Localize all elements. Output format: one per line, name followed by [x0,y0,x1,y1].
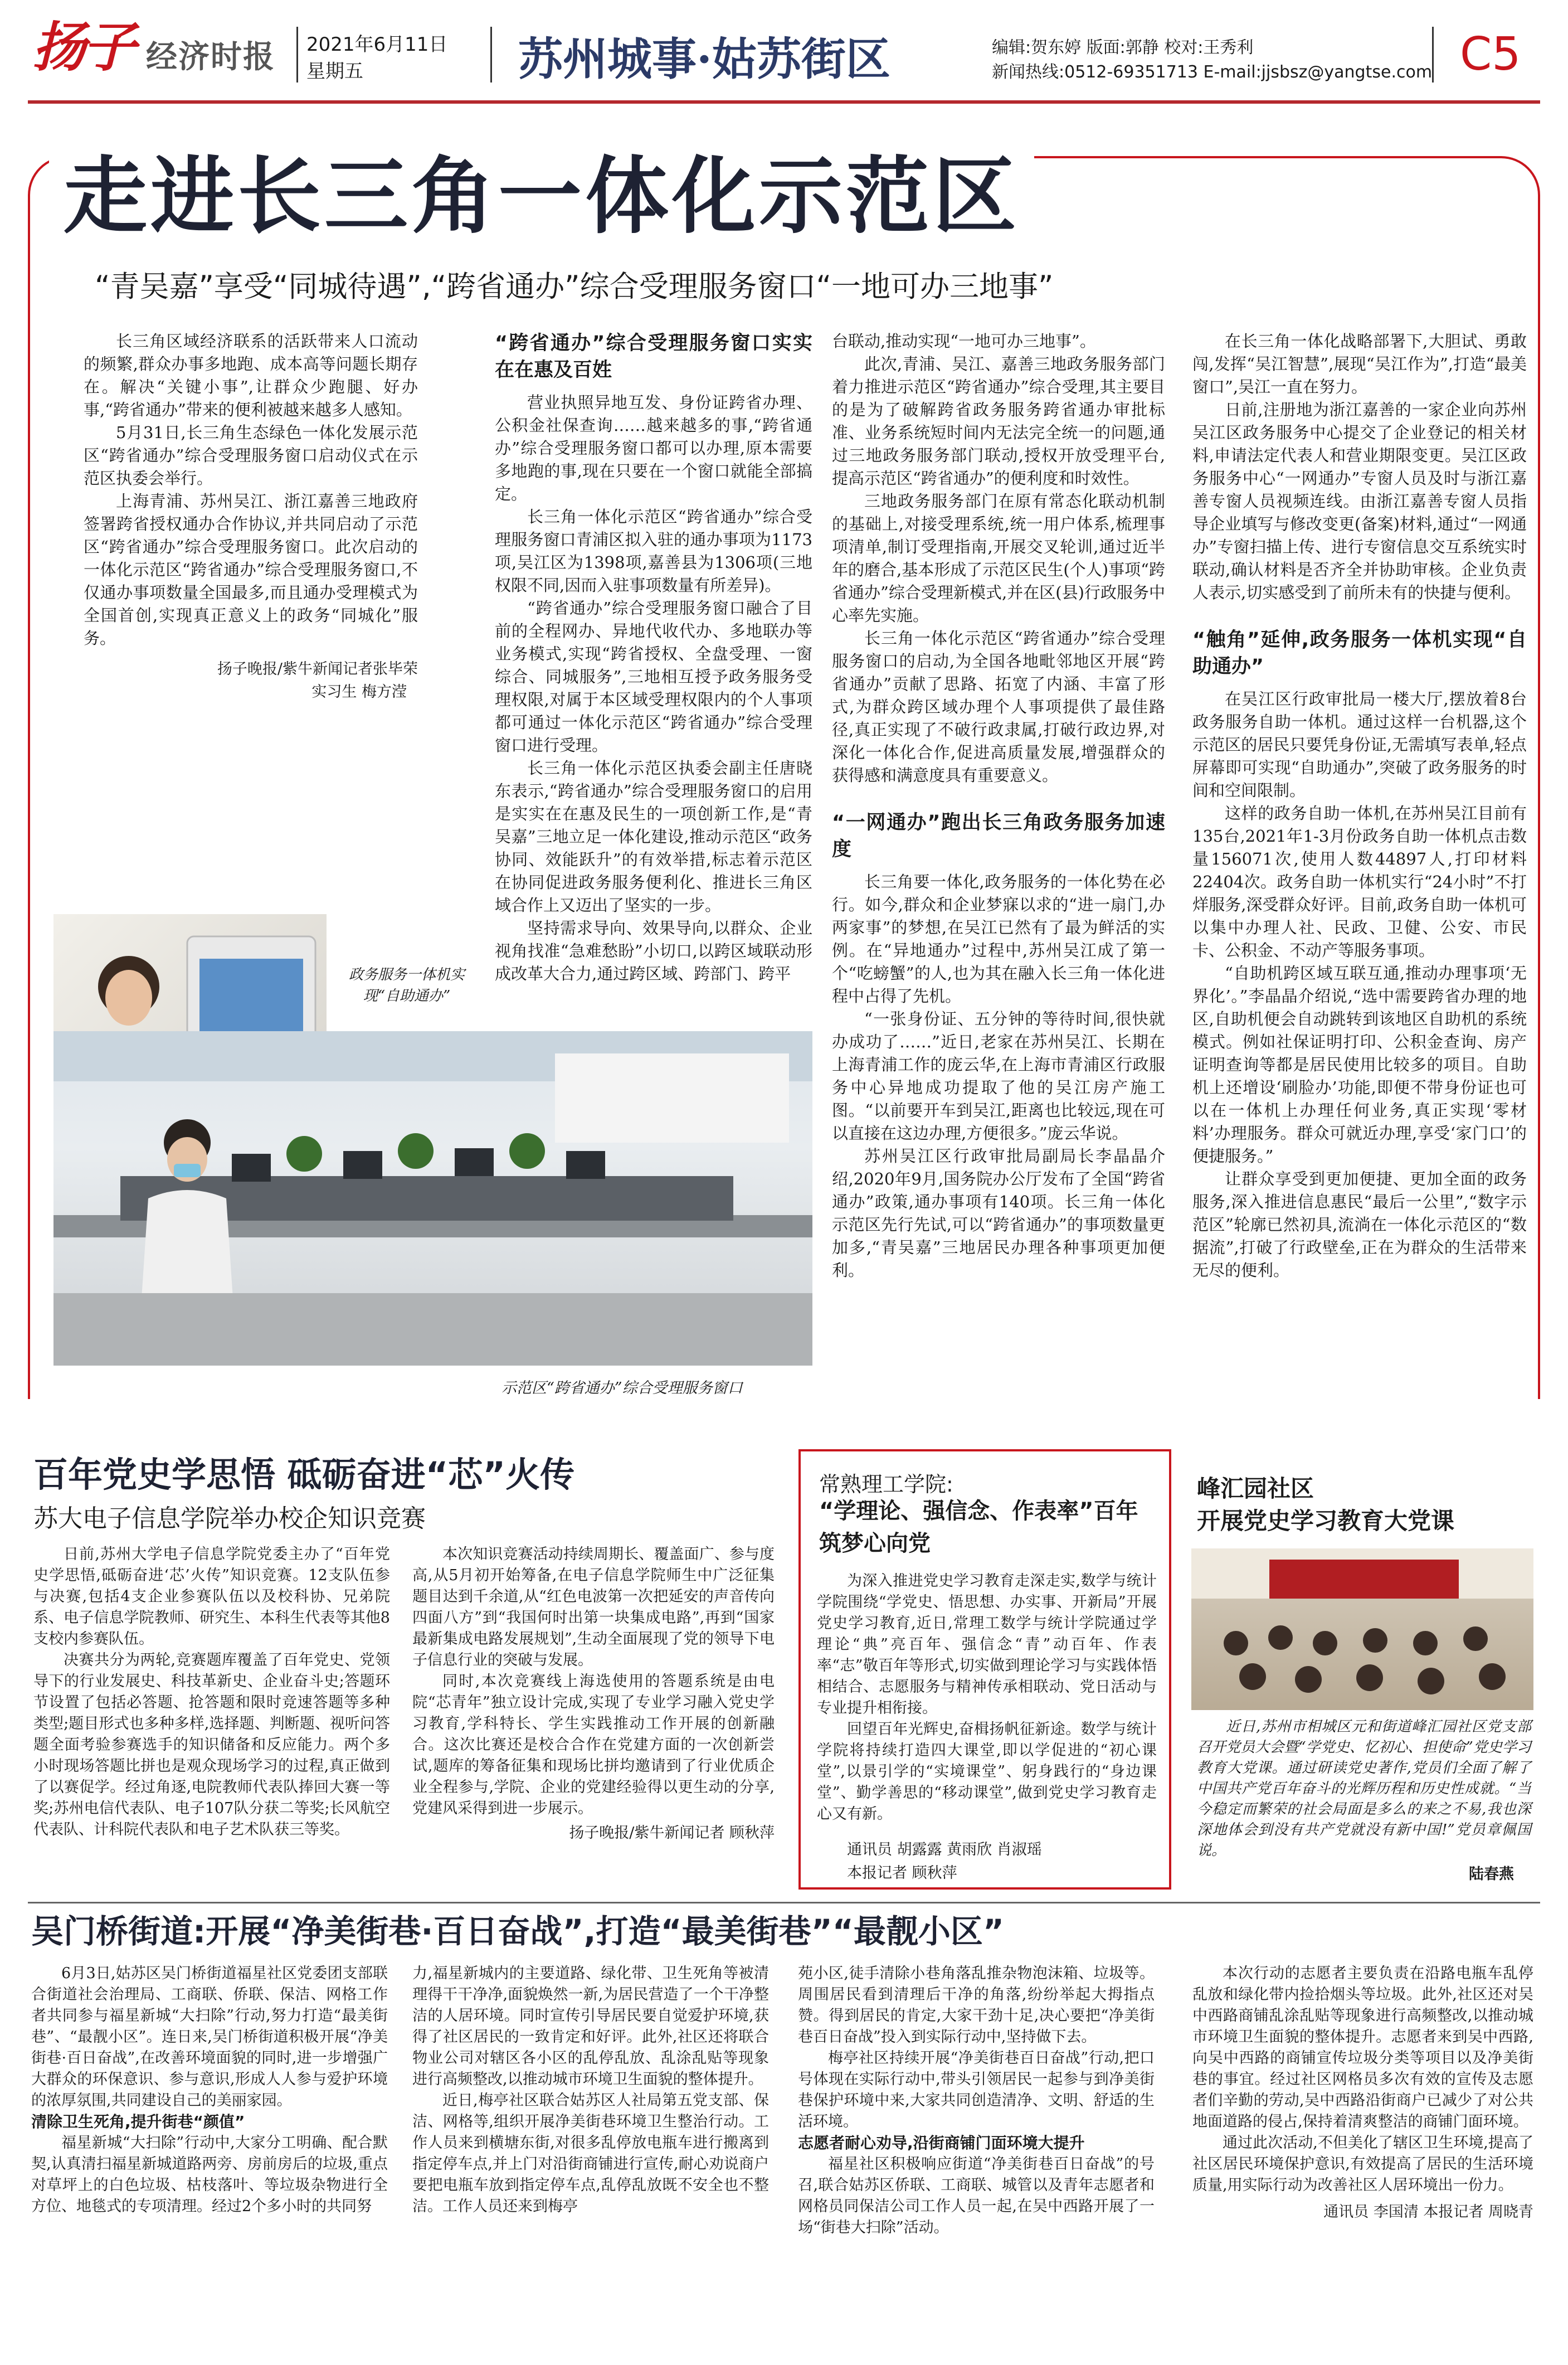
masthead-divider-1 [296,27,298,82]
paragraph: 台联动,推动实现“一地可办三地事”。 [832,332,1096,351]
paragraph: 此次,青浦、吴江、嘉善三地政务服务部门着力推进示范区“跨省通办”综合受理,其主要目的是为了破解跨省政务服务跨省通办审批标准、业务系统短时间内无法完全统一的问题,通过三地政务服务部门联动,授权开放受理平台,提高示范区“跨省通办”的便利度和时效性。 [832,354,1165,488]
paragraph: 在长三角一体化战略部署下,大胆试、勇敢闯,发挥“吴江智慧”,展现“吴江作为”,打造“最美窗口”,吴江一直在努力。 [1192,332,1527,396]
story2-byline: 扬子晚报/紫牛新闻记者 顾秋萍 [569,1824,775,1842]
story5-column-2 [412,1963,769,2365]
story5-subhead-1: 清除卫生死角,提升街巷“颜值” [31,2113,245,2131]
story5-column-3 [798,1963,1155,2365]
story4-headline: 峰汇园社区 [1197,1475,1314,1502]
paragraph: 坚持需求导向、效果导向,以群众、企业视角找准“急难愁盼”小切口,以跨区域联动形成改革大合力,通过跨区域、跨部门、跨平 [495,919,812,983]
paragraph: 通过此次活动,不但美化了辖区卫生环境,提高了社区居民环境保护意识,有效提高了居民的生活环境质量,用实际行动为改善社区人居环境出一份力。 [1192,2134,1533,2194]
paragraph: 上海青浦、苏州吴江、浙江嘉善三地政府签署跨省授权通办合作协议,并共同启动了示范区“跨省通办”综合受理服务窗口。此次启动的一体化示范区“跨省通办”综合受理服务窗口,不仅通办事项数量全国最多,而且通办受理模式为全国首创,实现真正意义上的政务“同城化”服务。 [84,492,418,648]
news-hotline: 新闻热线:0512-69351713 E-mail:jjsbsz@yangtse.com [992,62,1433,82]
service-hall-photo [53,1031,812,1366]
paragraph: “一张身份证、五分钟的等待时间,很快就办成功了……”近日,老家在苏州吴江、长期在上海青浦工作的庞云华,在上海市青浦区行政服务中心异地成功提取了他的吴江房产施工图。“以前要开车到吴江,距离也比较远,现在可以直接在这边办理,方便很多。”庞云华说。 [832,1009,1165,1143]
section-title: 苏州城事·姑苏街区 [518,33,890,85]
story4-headline-2: 开展党史学习教育大党课 [1197,1507,1455,1534]
masthead-rule [28,100,1540,104]
paragraph: 同时,本次竞赛线上海选使用的答题系统是由电院“芯青年”独立设计完成,实现了专业学习融入党史学习教育,学科特长、学生实践推动工作开展的创新融合。这次比赛还是校合合作在党建方面的一次创新尝试,题库的筹备征集和现场比拼均邀请到了行业优质企业全程参与,学院、企业的党建经验得以更生动的分享,党建风采得到进一步展示。 [412,1673,775,1817]
weekday: 星期五 [306,60,363,82]
paragraph: 日前,注册地为浙江嘉善的一家企业向苏州吴江区政务服务中心提交了企业登记的相关材料,申请法定代表人和营业期限变更。吴江区政务服务中心“一网通办”专窗人员及时与浙江嘉善专窗人员视频连线。由浙江嘉善专窗人员指导企业填写与修改变更(备案)材料,通过“一网通办”专窗扫描上传、进行专窗信息交互系统实时联动,确认材料是否齐全并协助审核。企业负责人表示,切实感受到了前所未有的快捷与便利。 [1192,400,1527,602]
paragraph: 本次行动的志愿者主要负责在沿路电瓶车乱停乱放和绿化带内捡拾烟头等垃圾。此外,社区还对吴中西路商铺乱涂乱贴等现象进行高频整改,以推动城市环境卫生面貌的整体提升。志愿者来到吴中西路,向吴中西路的商铺宣传垃圾分类等项目以及净美街巷的事宜。经过社区网格员多次有效的宣传及志愿者们辛勤的劳动,吴中西路沿街商户已减少了对公共地面道路的侵占,保持着清爽整洁的商铺门面环境。 [1192,1965,1533,2130]
paragraph: 这样的政务自助一体机,在苏州吴江目前有135台,2021年1-3月份政务自助一体机点击数量156071次,使用人数44897人,打印材料22404次。政务自助一体机实行“24小时”不打烊服务,深受群众好评。目前,政务自助一体机可以集中办理人社、民政、卫健、公安、市民卡、公积金、不动产等服务事项。 [1192,804,1527,960]
lead-subhead-3: “触角”延伸,政务服务一体机实现“自助通办” [1192,629,1527,678]
story5-byline: 通讯员 李国清 本报记者 周晓青 [1323,2203,1533,2221]
party-lecture-illustration [1191,1548,1533,1710]
paragraph: 苑小区,徒手清除小巷角落乱推杂物泡沫箱、垃圾等。周围居民看到清理后干净的角落,纷纷举起大拇指点赞。得到居民的肯定,大家干劲十足,决心要把“净美街巷百日奋战”投入到实际行动中,坚持做下去。 [798,1965,1155,2046]
story4-caption: 近日,苏州市相城区元和街道峰汇园社区党支部召开党员大会暨“学党史、忆初心、担使命”党史学习教育大党课。通过研读党史著作,党员们全面了解了中国共产党百年奋斗的光辉历程和历史性成就。“当今稳定而繁荣的社会局面是多么的来之不易,我也深深地体会到没有共产党就没有新中国!”党员章佩国说。 [1197,1718,1531,1859]
paragraph: “跨省通办”综合受理服务窗口融合了目前的全程网办、异地代收代办、多地联办等业务模式,实现“跨省授权、全盘受理、一窗综合、同城服务”,三地相互授予政务服务受理权限,对属于本区域受理权限内的个人事项都可通过一体化示范区“跨省通办”综合受理窗口进行受理。 [495,599,812,755]
story2-column-2 [412,1544,775,1884]
masthead-divider-2 [490,27,492,82]
issue-date: 2021年6月11日 [306,33,448,56]
paragraph: 为深入推进党史学习教育走深走实,数学与统计学院围绕“学党史、悟思想、办实事、开新局”开展党史学习教育,近日,常理工数学与统计学院通过学理论“典”亮百年、强信念“青”动百年、作表率“志”敬百年等形式,切实做到理论学习与实践体悟相结合、志愿服务与精神传承相联动、党日活动与专业提升相衔接。 [817,1572,1157,1717]
paragraph: 日前,苏州大学电子信息学院党委主办了“百年党史学思悟,砥砺奋进‘芯’火传”知识竞赛。12支队伍参与决赛,包括4支企业参赛队伍以及校科协、兄弟院系、电子信息学院教师、研究生、本科生代表等其他8支校内参赛队伍。 [33,1546,390,1648]
paragraph: 梅亭社区持续开展“净美街巷百日奋战”行动,把口号体现在实际行动中,带头引领居民一起参与到净美街巷保护环境中来,大家共同创造清净、文明、舒适的生活环境。 [798,2050,1155,2130]
kiosk-caption: 政务服务一体机实现“自助通办” [348,967,465,1004]
paragraph: 决赛共分为两轮,竞赛题库覆盖了百年党史、党领导下的行业发展史、科技革新史、企业奋斗史;答题环节设置了包括必答题、抢答题和限时竞速答题等多种类型;题目形式也多种多样,选择题、判断题、视听问答题全面考验参赛选手的知识储备和反应能力。两个多小时现场答题比拼也是观众现场学习的过程,真正做到了以赛促学。经过角逐,电院教师代表队捧回大赛一等奖;苏州电信代表队、电子107队分获二等奖;长风航空代表队、计科院代表队和电子艺术队获三等奖。 [33,1652,390,1838]
paragraph: 长三角一体化示范区“跨省通办”综合受理服务窗口青浦区拟入驻的通办事项为1173项,吴江区为1398项,嘉善县为1306项(三地权限不同,因而入驻事项数量有所差异)。 [495,507,812,595]
paragraph: 长三角区域经济联系的活跃带来人口流动的频繁,群众办事多地跑、成本高等问题长期存在。解决“关键小事”,让群众少跑腿、好办事,“跨省通办”带来的便利被越来越多人感知。 [84,332,418,419]
lead-column-1 [84,330,418,820]
lead-column-3 [832,330,1165,1422]
page-number: C5 [1460,28,1521,81]
paragraph: 本次知识竞赛活动持续周期长、覆盖面广、参与度高,从5月初开始筹备,在电子信息学院师生中广泛征集题目达到千余道,从“红色电波第一次把延安的声音传向四面八方”到“我国何时出第一块集成电路”,再到“国家最新集成电路发展规划”,生动全面展现了党的领导下电子信息行业的突破与发展。 [412,1546,775,1669]
story3-headline: “学理论、强信念、作表率”百年筑梦心向党 [819,1498,1138,1556]
lead-subheadline: “青吴嘉”享受“同城待遇”,“跨省通办”综合受理服务窗口“一地可办三地事” [95,270,1054,304]
paragraph: 苏州吴江区行政审批局副局长李晶晶介绍,2020年9月,国务院办公厅发布了全国“跨省通办”政策,通办事项有140项。长三角一体化示范区先行先试,可以“跨省通办”的事项数量更加多,“青吴嘉”三地居民办理各种事项更加便利。 [832,1147,1165,1280]
paragraph: 力,福星新城内的主要道路、绿化带、卫生死角等被清理得干干净净,面貌焕然一新,为居民营造了一个干净整洁的人居环境。同时宣传引导居民要自觉爱护环境,获得了社区居民的一致肯定和好评。此外,社区还将联合物业公司对辖区各小区的乱停乱放、乱涂乱贴等现象进行高频整改,以推动城市环境卫生面貌的整体提升。 [412,1965,769,2088]
paragraph: 长三角一体化示范区执委会副主任唐晓东表示,“跨省通办”综合受理服务窗口的启用是实实在在惠及民生的一项创新工作,是“青吴嘉”三地立足一体化建设,推动示范区“政务协同、效能跃升”的有效举措,标志着示范区在协同促进政务服务便利化、推进长三角区域合作上又迈出了坚实的一步。 [495,759,812,915]
story3-byline-1: 通讯员 胡露露 黄雨欣 肖淑瑶 [847,1841,1042,1858]
paragraph: 5月31日,长三角生态绿色一体化发展示范区“跨省通办”综合受理服务窗口启动仪式在示范区执委会举行。 [84,423,418,488]
story5-column-1 [31,1963,388,2365]
story5-column-4 [1192,1963,1533,2365]
story5-rule [28,1902,1540,1903]
lead-subhead-2: “一网通办”跑出长三角政务服务加速度 [832,812,1165,861]
logo: 扬子 [32,16,133,79]
editors-credit: 编辑:贺东婷 版面:郭静 校对:王秀利 [992,38,1254,57]
party-lecture-photo [1191,1548,1533,1710]
paragraph: “自助机跨区域互联互通,推动办理事项‘无界化’。”李晶晶介绍说,“选中需要跨省办理的地区,自助机便会自动跳转到该地区自助机的系统模式。例如社保证明打印、公积金查询、房产证明查询等都是居民使用比较多的项目。自助机上还增设‘刷脸办’功能,即便不带身份证也可以在一体机上办理任何业务,真正实现‘零材料’办理服务。群众可就近办理,享受‘家门口’的便捷服务。” [1192,964,1527,1165]
lead-subhead-1: “跨省通办”综合受理服务窗口实实在在惠及百姓 [495,332,812,381]
masthead-divider-3 [1432,27,1434,82]
paragraph: 福星新城“大扫除”行动中,大家分工明确、配合默契,认真清扫福星新城道路两旁、房前房后的垃圾,重点对草坪上的白色垃圾、枯枝落叶、等垃圾杂物进行全方位、地毯式的专项清理。经过2个多小时的共同努 [31,2134,388,2215]
lead-headline: 走进长三角一体化示范区 [49,144,1034,250]
story2-column-1 [33,1544,390,1867]
masthead [0,0,1568,109]
service-hall-caption: 示范区“跨省通办”综合受理服务窗口 [501,1380,743,1397]
story4-byline: 陆春燕 [1469,1866,1514,1883]
story2-subheadline: 苏大电子信息学院举办校企知识竞赛 [33,1504,426,1533]
service-hall-illustration [53,1031,812,1366]
lead-intern-byline: 实习生 梅方滢 [311,683,407,701]
paragraph: 回望百年光辉史,奋楫扬帆征新途。数学与统计学院将持续打造四大课堂,即以学促进的“初心课堂”,以景引学的“实境课堂”、躬身践行的“身边课堂”、勤学善思的“移动课堂”,做到党史学习教育走心又有新。 [817,1721,1157,1823]
story3-kicker: 常熟理工学院: [819,1472,953,1497]
paper-name: 经济时报 [146,39,275,75]
paragraph: 营业执照异地互发、身份证跨省办理、公积金社保查询……越来越多的事,“跨省通办”综合受理服务窗口都可以办理,原本需要多地跑的事,现在只要在一个窗口就能全部搞定。 [495,393,812,503]
paragraph: 近日,梅亭社区联合姑苏区人社局第五党支部、保洁、网格等,组织开展净美街巷环境卫生整治行动。工作人员来到横塘东街,对很多乱停放电瓶车进行搬离到指定停车点,并上门对沿街商铺进行宣传,耐心劝说商户要把电瓶车放到指定停车点,乱停乱放既不安全也不整洁。工作人员还来到梅亭 [412,2092,769,2215]
story3-byline-2: 本报记者 顾秋萍 [847,1864,957,1882]
paragraph: 长三角要一体化,政务服务的一体化势在必行。如今,群众和企业梦寐以求的“进一扇门,办两家事”的梦想,在吴江已然有了最为鲜活的实例。在“异地通办”过程中,苏州吴江成了第一个“吃螃蟹”的人,也为其在融入长三角一体化进程中占得了先机。 [832,872,1165,1006]
lead-column-4 [1192,330,1527,1422]
paragraph: 长三角一体化示范区“跨省通办”综合受理服务窗口的启动,为全国各地毗邻地区开展“跨省通办”贡献了思路、拓宽了内涵、丰富了形式,为群众跨区域办理个人事项提供了最佳路径,真正实现了不破行政隶属,打破行政边界,对深化一体化合作,促进高质量发展,增强群众的获得感和满意度具有重要意义。 [832,629,1165,785]
story3-body [817,1571,1157,1838]
story2-headline: 百年党史学思悟 砥砺奋进“芯”火传 [33,1454,575,1495]
lead-byline: 扬子晚报/紫牛新闻记者张毕荣 [217,661,418,678]
paragraph: 三地政务服务部门在原有常态化联动机制的基础上,对接受理系统,统一用户体系,梳理事项清单,制订受理指南,开展交叉轮训,通过近半年的磨合,基本形成了示范区民生(个人)事项“跨省通办”综合受理新模式,并在区(县)行政服务中心率先实施。 [832,492,1165,625]
story5-subhead-2: 志愿者耐心劝导,沿街商铺门面环境大提升 [798,2134,1085,2152]
story5-headline: 吴门桥街道:开展“净美街巷·百日奋战”,打造“最美街巷”“最靓小区” [31,1912,1004,1950]
paragraph: 在吴江区行政审批局一楼大厅,摆放着8台政务服务自助一体机。通过这样一台机器,这个示范区的居民只要凭身份证,无需填写表单,轻点屏幕即可实现“自助通办”,突破了政务服务的时间和空间限制。 [1192,689,1527,800]
paragraph: 6月3日,姑苏区吴门桥街道福星社区党委团支部联合街道社会治理局、工商联、侨联、保洁、网格工作者共同参与福星新城“大扫除”行动,努力打造“最美街巷”、“最靓小区”。连日来,吴门桥街道积极开展“净美街巷·百日奋战”,在改善环境面貌的同时,进一步增强广大群众的环保意识、参与意识,形成人人参与爱护环境的浓厚氛围,共同建设自己的美丽家园。 [31,1965,388,2109]
lead-column-2 [495,330,812,1071]
paragraph: 让群众享受到更加便捷、更加全面的政务服务,深入推进信息惠民“最后一公里”,“数字示范区”轮廓已然初具,流淌在一体化示范区的“数据流”,打破了行政壁垒,正在为群众的生活带来无尽的便利。 [1192,1169,1527,1280]
paragraph: 福星社区积极响应街道“净美街巷百日奋战”的号召,联合姑苏区侨联、工商联、城管以及青年志愿者和网格员同保洁公司工作人员一起,在吴中西路开展了一场“街巷大扫除”活动。 [798,2155,1155,2236]
